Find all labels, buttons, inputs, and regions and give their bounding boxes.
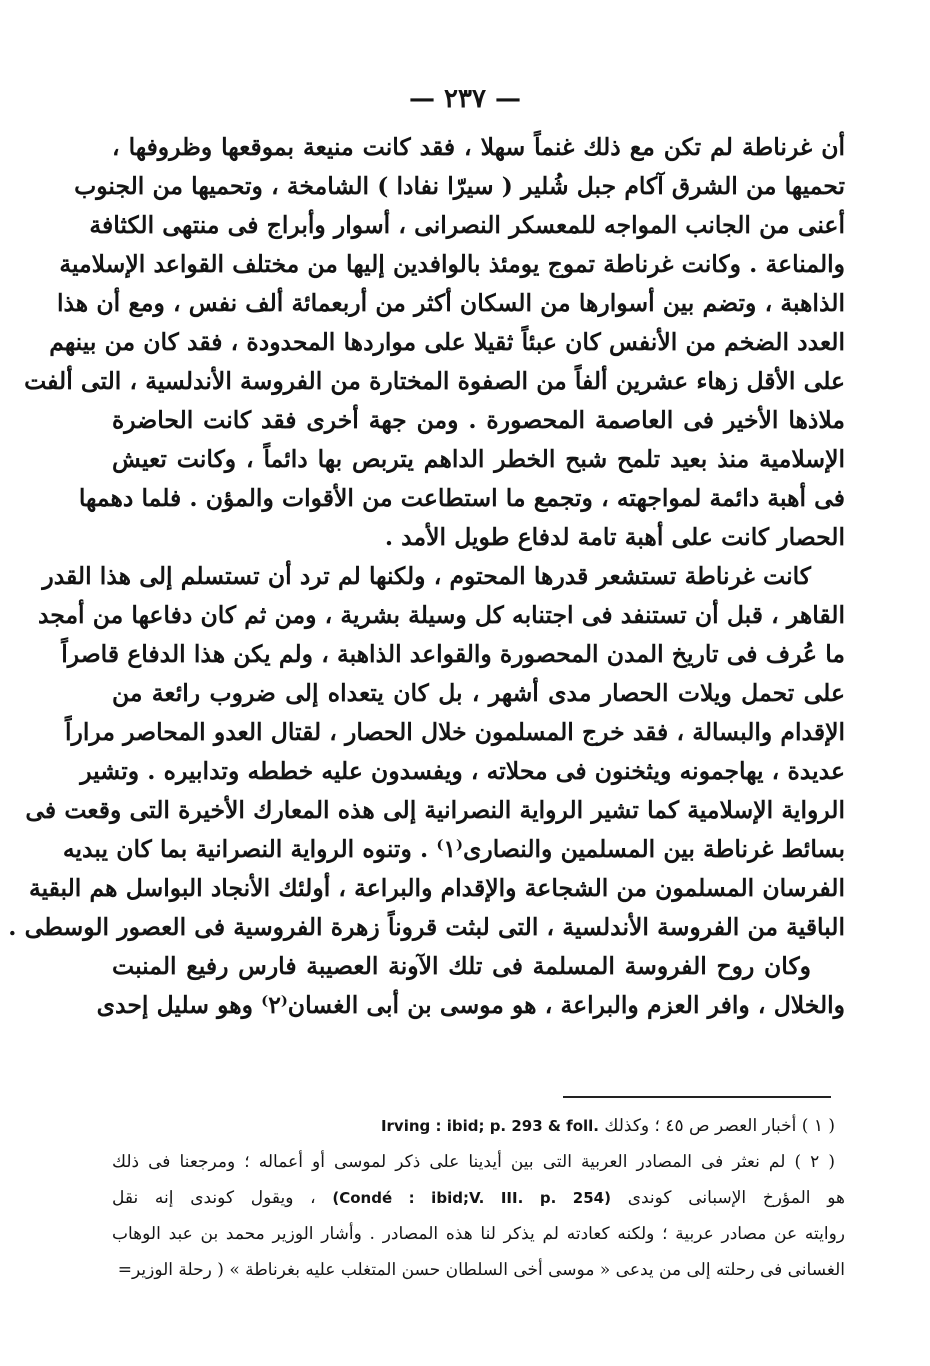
text-line: الإقدام والبسالة ، فقد خرج المسلمون خلال الحصار ، لقتال العدو المحاصر مراراً: [65, 718, 845, 746]
footnote-2-latin: (Condé : ibid;V. III. p. 254): [332, 1189, 611, 1207]
footnote-2-arabic: هو المؤرخ الإسبانى كوندى: [627, 1188, 845, 1208]
text-line: وكان روح الفروسة المسلمة فى تلك الآونة العصيبة فارس رفيع المنبت: [112, 952, 811, 980]
text-line: والخلال ، وافر العزم والبراعة ، هو موسى بن أبى الغسان⁽٢⁾ وهو سليل إحدى: [96, 991, 845, 1019]
footnote-2-line: [112, 1180, 845, 1216]
page-number: — ٢٣٧ —: [408, 84, 522, 114]
text-line: على الأقل زهاء عشرين ألفاً من الصفوة المختارة من الفروسة الأندلسية ، التى ألفت: [24, 367, 845, 395]
text-line: أن غرناطة لم تكن مع ذلك غنماً سهلا ، فقد كانت منيعة بموقعها وظروفها ،: [112, 133, 845, 161]
text-line: كانت غرناطة تستشعر قدرها المحتوم ، ولكنها لم ترد أن تستسلم إلى هذا القدر: [42, 562, 811, 590]
footnote-1-latin: Irving : ibid; p. 293 & foll.: [380, 1117, 599, 1135]
text-line: الإسلامية منذ بعيد تلمح شبح الخطر الداهم يتربص بها دائماً ، وكانت تعيش: [112, 445, 845, 473]
footnote-separator: [563, 1096, 831, 1098]
footnote-2-line: الغسانى فى رحلته إلى من يدعى « موسى أخى السلطان حسن المتغلب عليه بغرناطة » ( رحلة الوزير=: [117, 1260, 845, 1280]
paragraph-1: [24, 128, 845, 557]
footnote-1-arabic: ( ١ ) أخبار العصر ص ٤٥ ؛ وكذلك: [604, 1116, 835, 1136]
paragraph-3: [96, 947, 845, 1025]
text-line: بسائط غرناطة بين المسلمين والنصارى⁽١⁾ . وتنوه الرواية النصرانية بما كان يبديه: [62, 835, 845, 863]
text-line: القاهر ، قبل أن تستنفد فى اجتنابه كل وسيلة بشرية ، ومن ثم كان دفاعها من أمجد: [37, 601, 845, 629]
footnote-2-arabic: ، ويقول كوندى إنه نقل: [112, 1188, 316, 1208]
text-line: أعنى من الجانب المواجه للمعسكر النصرانى ، أسوار وأبراج فى منتهى الكثافة: [89, 211, 845, 239]
text-line: الباقية من الفروسة الأندلسية ، التى لبثت قروناً زهرة الفروسية فى العصور الوسطى .: [8, 913, 845, 941]
footnote-2-line: روايته عن مصادر عربية ؛ ولكنه كعادته لم يذكر لنا هذه المصادر . وأشار الوزير محمد بن عبد الوهاب: [112, 1224, 845, 1244]
text-line: والمناعة . وكانت غرناطة تموج يومئذ بالوافدين إليها من مختلف القواعد الإسلامية: [59, 250, 845, 278]
text-line: الفرسان المسلمون من الشجاعة والإقدام والبراعة ، أولئك الأنجاد البواسل هم البقية: [28, 874, 845, 902]
text-line: فى أهبة دائمة لمواجهته ، وتجمع ما استطاعت من الأقوات والمؤن . فلما دهمها: [78, 484, 845, 512]
text-line: عديدة ، يهاجمونه ويثخنون فى محلاته ، ويفسدون عليه خططه وتدابيره . وتشير: [80, 757, 845, 785]
text-line: تحميها من الشرق آكام جبل شُلير ( سيرّا نفادا ) الشامخة ، وتحميها من الجنوب: [74, 172, 845, 200]
footnote-1: [112, 1108, 845, 1144]
paragraph-2: [8, 557, 845, 947]
footnotes: [112, 1108, 845, 1288]
text-line: الذاهبة ، وتضم بين أسوارها من السكان أكثر من أربعمائة ألف نفس ، ومع أن هذا: [56, 289, 845, 317]
footnote-2-line: ( ٢ ) لم نعثر فى المصادر العربية التى بين أيدينا على ذكر لموسى أو أعماله ؛ ومرجعنا فى ذلك: [112, 1152, 835, 1172]
text-line: العدد الضخم من الأنفس كان عبئاً ثقيلا على مواردها المحدودة ، فقد كان من بينهم: [49, 328, 845, 356]
text-line: الرواية الإسلامية كما تشير الرواية النصرانية إلى هذه المعارك الأخيرة التى وقعت فى: [25, 796, 845, 824]
text-line: ملاذها الأخير فى العاصمة المحصورة . ومن جهة أخرى فقد كانت الحاضرة: [112, 406, 845, 434]
text-line: على تحمل ويلات الحصار مدى أشهر ، بل كان يتعداه إلى ضروب رائعة من: [112, 679, 845, 707]
text-line: ما عُرف فى تاريخ المدن المحصورة والقواعد الذاهبة ، ولم يكن هذا الدفاع قاصراً: [61, 640, 845, 668]
main-text: [8, 128, 845, 1025]
text-line: الحصار كانت على أهبة تامة لدفاع طويل الأمد .: [384, 523, 845, 551]
